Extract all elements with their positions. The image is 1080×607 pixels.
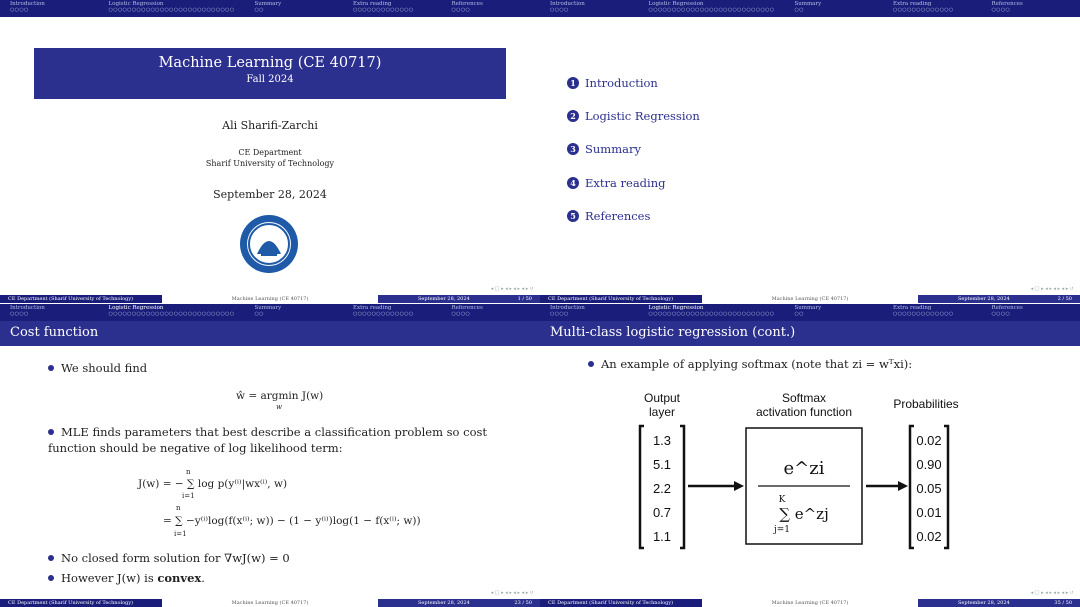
bullet: We should find bbox=[48, 360, 147, 376]
beamer-nav-symbols[interactable]: ◂ □ ▸ ◂ ▸ ◂ ▸ ◂ ▸ ↺ bbox=[1030, 286, 1074, 292]
output-bracket-right bbox=[944, 426, 948, 548]
toc-item[interactable]: 5 References bbox=[567, 199, 700, 232]
input-value: 0.7 bbox=[652, 505, 672, 520]
toc-item[interactable]: 2 Logistic Regression bbox=[567, 99, 700, 132]
nav-bar bbox=[0, 0, 540, 17]
beamer-nav-symbols[interactable]: ◂ □ ▸ ◂ ▸ ◂ ▸ ◂ ▸ ↺ bbox=[490, 590, 534, 596]
input-bracket-left bbox=[640, 426, 644, 548]
nav-section[interactable]: References ○○○○ bbox=[991, 1, 1023, 13]
footer: CE Department (Sharif University of Technology) Machine Learning (CE 40717) September 28, 2024 1 / 50 bbox=[0, 295, 540, 303]
svg-text:j=1: j=1 bbox=[773, 525, 791, 535]
input-value: 1.1 bbox=[652, 529, 672, 544]
nav-section[interactable]: Summary ○○ bbox=[794, 305, 822, 317]
nav-section[interactable]: Extra reading ○○○○○○○○○○○○○ bbox=[892, 305, 954, 317]
nav-section[interactable]: Extra reading ○○○○○○○○○○○○○ bbox=[892, 1, 954, 13]
nav-section[interactable]: Introduction ○○○○ bbox=[550, 305, 585, 317]
probability-value: 0.05 bbox=[916, 481, 942, 496]
nav-section[interactable]: Logistic Regression ○○○○○○○○○○○○○○○○○○○○○○○○○○○ bbox=[108, 1, 235, 13]
output-bracket-left bbox=[910, 426, 914, 548]
nav-section[interactable]: Extra reading ○○○○○○○○○○○○○ bbox=[352, 305, 414, 317]
bullet: An example of applying softmax (note that zi = wᵀxi): bbox=[588, 356, 912, 372]
probability-value: 0.01 bbox=[916, 505, 942, 520]
footer: CE Department (Sharif University of Technology) Machine Learning (CE 40717) September 28, 2024 2 / 50 bbox=[540, 295, 1080, 303]
slide-outline[interactable] bbox=[540, 0, 1080, 303]
probabilities-label: Probabilities bbox=[893, 397, 959, 411]
nav-section[interactable]: References ○○○○ bbox=[451, 305, 483, 317]
probability-value: 0.90 bbox=[916, 457, 942, 472]
softmax-label: Softmax bbox=[781, 391, 827, 405]
equation-likelihood: J(w) = − ∑ log p(y⁽ⁱ⁾|wx⁽ⁱ⁾, w) bbox=[138, 478, 288, 490]
nav-bar bbox=[0, 304, 540, 321]
nav-bar bbox=[540, 0, 1080, 17]
nav-section[interactable]: Summary ○○ bbox=[254, 1, 282, 13]
department: CE Department bbox=[238, 148, 302, 157]
probability-value: 0.02 bbox=[916, 529, 942, 544]
sum-limit: n bbox=[176, 504, 181, 512]
university: Sharif University of Technology bbox=[205, 159, 335, 168]
input-value: 2.2 bbox=[652, 481, 672, 496]
equation-argmin: ŵ = argmin J(w) bbox=[236, 390, 324, 402]
nav-section[interactable]: References ○○○○ bbox=[991, 305, 1023, 317]
softmax-denominator: ∑ e^zj bbox=[779, 505, 829, 523]
bullet: No closed form solution for ∇wJ(w) = 0 bbox=[48, 550, 290, 566]
slide-cost-function[interactable] bbox=[0, 304, 540, 607]
beamer-nav-symbols[interactable]: ◂ □ ▸ ◂ ▸ ◂ ▸ ◂ ▸ ↺ bbox=[1030, 590, 1074, 596]
softmax-label: activation function bbox=[755, 405, 853, 419]
date: September 28, 2024 bbox=[213, 188, 327, 201]
nav-section[interactable]: Introduction ○○○○ bbox=[10, 1, 45, 13]
output-layer-label: layer bbox=[648, 405, 676, 419]
slide-softmax[interactable] bbox=[540, 304, 1080, 607]
slide-title: Cost function bbox=[0, 321, 540, 346]
nav-bar bbox=[540, 304, 1080, 321]
page-number: 1 / 50 bbox=[517, 296, 532, 302]
slide-title[interactable] bbox=[0, 0, 540, 303]
nav-section[interactable]: Logistic Regression ○○○○○○○○○○○○○○○○○○○○○○○○○○○ bbox=[108, 305, 235, 317]
input-value: 1.3 bbox=[652, 433, 672, 448]
nav-section[interactable]: Extra reading ○○○○○○○○○○○○○ bbox=[352, 1, 414, 13]
bullet: However J(w) is convex. bbox=[48, 570, 205, 586]
nav-section[interactable]: Summary ○○ bbox=[254, 305, 282, 317]
svg-text:K: K bbox=[778, 495, 786, 505]
softmax-diagram bbox=[632, 391, 959, 564]
footer: CE Department (Sharif University of Technology) Machine Learning (CE 40717) September 28, 2024 23 / 50 bbox=[0, 599, 540, 607]
page-number: 23 / 50 bbox=[514, 600, 532, 606]
sum-limit: i=1 bbox=[182, 492, 195, 500]
table-of-contents bbox=[567, 66, 700, 232]
page-number: 2 / 50 bbox=[1057, 296, 1072, 302]
title-box bbox=[34, 48, 506, 99]
toc-item[interactable]: 3 Summary bbox=[567, 133, 700, 166]
equation-cost: = ∑ −y⁽ⁱ⁾log(f(x⁽ⁱ⁾; w)) − (1 − y⁽ⁱ⁾)log(1 − f(x⁽ⁱ⁾; w)) bbox=[163, 515, 421, 527]
footer: CE Department (Sharif University of Technology) Machine Learning (CE 40717) September 28, 2024 35 / 50 bbox=[540, 599, 1080, 607]
nav-section[interactable]: Logistic Regression ○○○○○○○○○○○○○○○○○○○○○○○○○○○ bbox=[648, 305, 775, 317]
sum-limit: n bbox=[186, 468, 191, 476]
nav-section[interactable]: Introduction ○○○○ bbox=[10, 305, 45, 317]
university-logo bbox=[239, 214, 299, 274]
page-number: 35 / 50 bbox=[1054, 600, 1072, 606]
nav-section[interactable]: References ○○○○ bbox=[451, 1, 483, 13]
nav-section[interactable]: Introduction ○○○○ bbox=[550, 1, 585, 13]
output-layer-label: Output bbox=[643, 391, 681, 405]
input-value: 5.1 bbox=[652, 457, 672, 472]
sum-limit: i=1 bbox=[174, 530, 187, 538]
bullet: MLE finds parameters that best describe a classification problem so cost function should be negative of log likelihood term: bbox=[48, 425, 488, 455]
presentation-title: Machine Learning (CE 40717) bbox=[158, 55, 382, 71]
probability-value: 0.02 bbox=[916, 433, 942, 448]
nav-section[interactable]: Summary ○○ bbox=[794, 1, 822, 13]
beamer-nav-symbols[interactable]: ◂ □ ▸ ◂ ▸ ◂ ▸ ◂ ▸ ↺ bbox=[490, 286, 534, 292]
toc-item[interactable]: 1 Introduction bbox=[567, 66, 700, 99]
input-bracket-right bbox=[680, 426, 684, 548]
equation-subscript: w bbox=[276, 403, 282, 411]
presentation-subtitle: Fall 2024 bbox=[246, 74, 294, 85]
nav-section[interactable]: Logistic Regression ○○○○○○○○○○○○○○○○○○○○○○○○○○○ bbox=[648, 1, 775, 13]
toc-item[interactable]: 4 Extra reading bbox=[567, 166, 700, 199]
softmax-numerator: e^zi bbox=[783, 458, 825, 479]
slide-title: Multi-class logistic regression (cont.) bbox=[540, 321, 1080, 346]
author: Ali Sharifi-Zarchi bbox=[222, 119, 318, 132]
